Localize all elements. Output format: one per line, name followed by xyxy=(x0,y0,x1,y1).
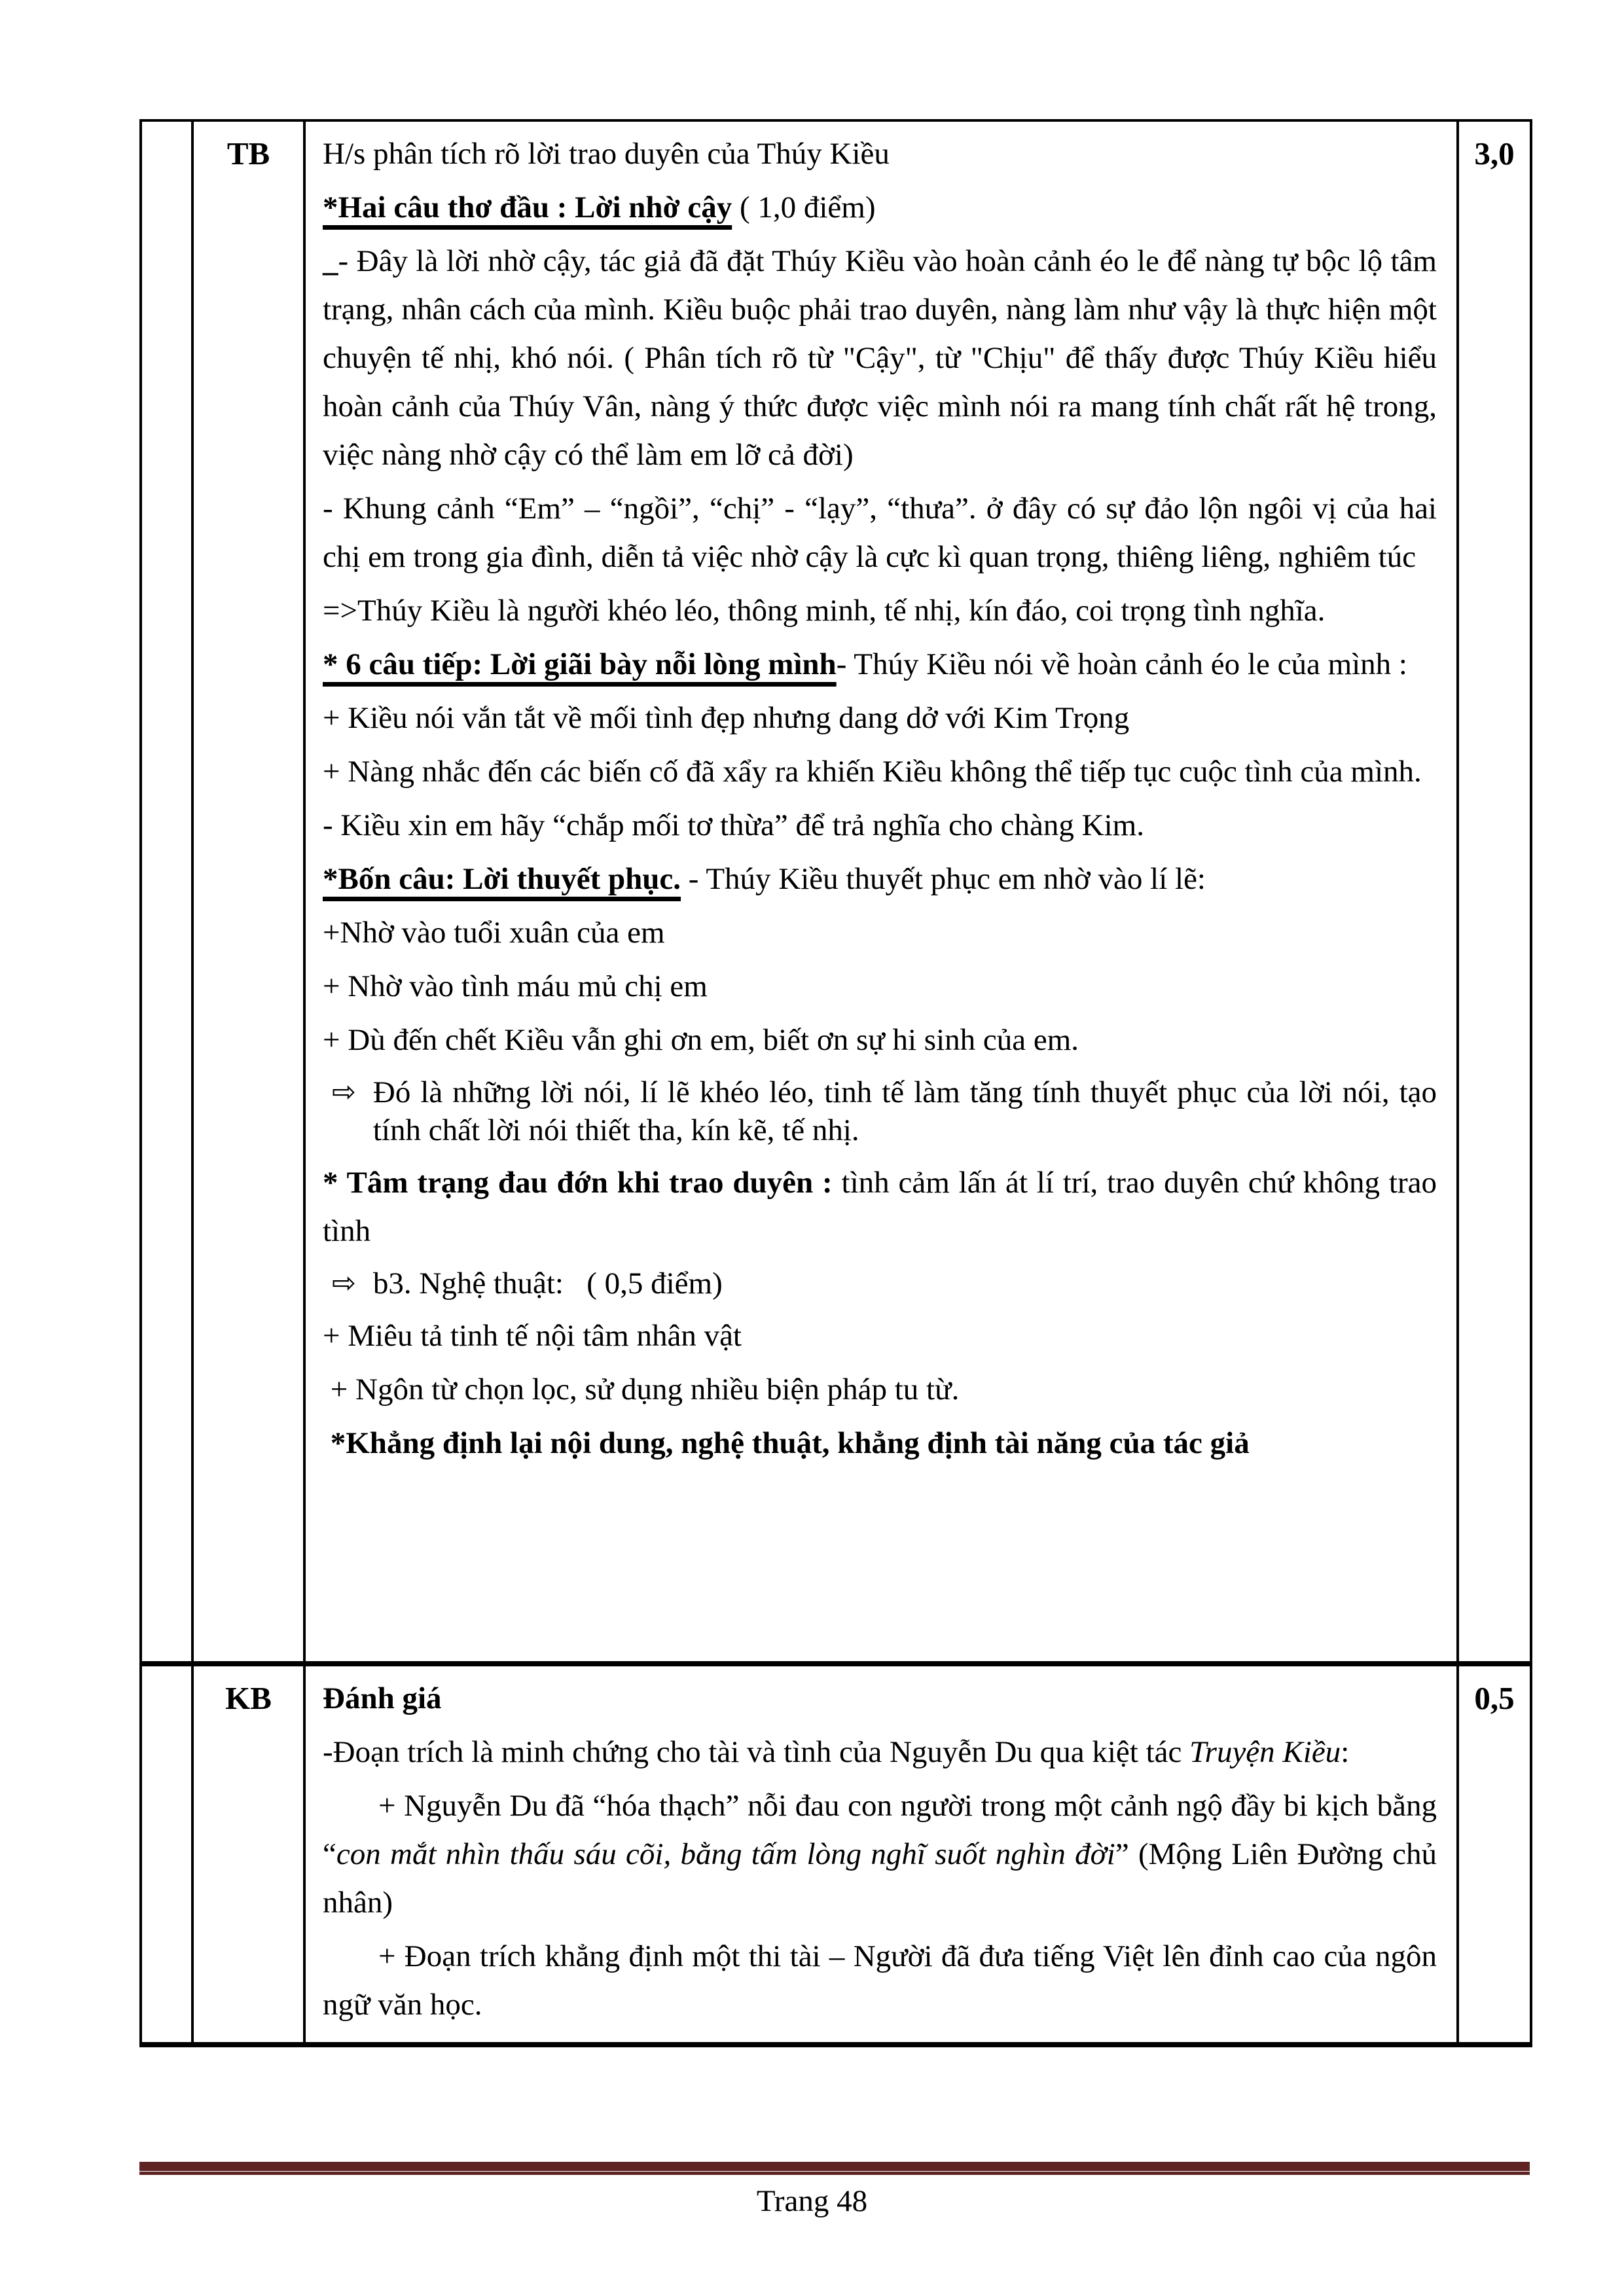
paragraph xyxy=(323,237,1437,479)
paragraph xyxy=(323,1016,1437,1064)
text-segment: + Ngôn từ chọn lọc, sử dụng nhiều biện pháp tu từ. xyxy=(323,1372,960,1407)
text-segment: *Khẳng định lại nội dung, nghệ thuật, khẳng định tài năng của tác giả xyxy=(323,1426,1250,1460)
footer-rule-thin xyxy=(139,2172,1530,2175)
paragraph xyxy=(323,747,1437,796)
text-segment: + Nhờ vào tình máu mủ chị em xyxy=(323,969,708,1003)
text-segment: + Kiều nói vắn tắt về mối tình đẹp nhưng dang dở với Kim Trọng xyxy=(323,701,1130,735)
paragraph xyxy=(323,855,1437,903)
text-segment: *Hai câu thơ đầu : Lời nhờ cậy xyxy=(323,190,732,224)
text-segment: +Nhờ vào tuổi xuân của em xyxy=(323,916,665,950)
question-number-cell xyxy=(141,120,192,1664)
text-segment: - Khung cảnh “Em” – “ngồi”, “chị” - “lạy”, “thưa”. ở đây có sự đảo lộn ngôi vị của hai chị em trong gia đình, diễn tả việc nhờ cậy là cực kì quan trọng, thiêng liêng, nghiêm túc xyxy=(323,492,1437,574)
text-segment: ” (Mộng Liên Đường chủ nhân) xyxy=(323,1837,1437,1920)
rubric-table-body xyxy=(141,120,1531,2045)
text-segment: b3. Nghệ thuật: ( 0,5 điểm) xyxy=(372,1266,723,1300)
score-value: 0,5 xyxy=(1458,1664,1531,2045)
paragraph xyxy=(323,1265,1437,1302)
answer-content-cell xyxy=(304,1664,1458,2045)
text-segment: * Tâm trạng đau đớn khi trao duyên : xyxy=(323,1166,842,1200)
text-segment: - Kiều xin em hãy “chắp mối tơ thừa” để trả nghĩa cho chàng Kim. xyxy=(323,808,1144,842)
text-segment: ( 1,0 điểm) xyxy=(732,190,876,224)
paragraph xyxy=(323,801,1437,850)
text-segment: + Miêu tả tinh tế nội tâm nhân vật xyxy=(323,1319,742,1353)
text-segment: Đánh giá xyxy=(323,1681,442,1715)
text-segment: *Bốn câu: Lời thuyết phục. xyxy=(323,862,681,896)
section-label: TB xyxy=(192,120,304,1664)
paragraph xyxy=(323,1419,1437,1467)
arrow-bullet-text xyxy=(373,1073,1437,1149)
paragraph xyxy=(323,1728,1437,1776)
text-segment: _ xyxy=(323,244,338,278)
text-segment: -Đoạn trích là minh chứng cho tài và tình của Nguyễn Du qua kiệt tác xyxy=(323,1735,1190,1769)
text-segment: + Nguyễn Du đã “hóa thạch” nỗi đau con người trong một cảnh ngộ đầy bi kịch bằng “ xyxy=(323,1789,1437,1871)
section-label: KB xyxy=(192,1664,304,2045)
paragraph xyxy=(323,1365,1437,1414)
text-segment: : xyxy=(1341,1735,1350,1769)
answer-content-cell xyxy=(304,120,1458,1664)
text-segment: =>Thúy Kiều là người khéo léo, thông minh, tế nhị, kín đáo, coi trọng tình nghĩa. xyxy=(323,594,1326,628)
paragraph xyxy=(323,130,1437,178)
paragraph xyxy=(323,1932,1437,2029)
footer-rule-thick xyxy=(139,2162,1530,2171)
paragraph xyxy=(323,586,1437,635)
table-row-tb xyxy=(141,120,1531,1664)
paragraph xyxy=(323,1073,1437,1149)
paragraph xyxy=(323,1158,1437,1255)
text-segment: - Thúy Kiều nói về hoàn cảnh éo le của mình : xyxy=(836,647,1407,681)
text-segment: * 6 câu tiếp: Lời giãi bày nỗi lòng mình xyxy=(323,647,837,681)
text-segment: - Đây là lời nhờ cậy, tác giả đã đặt Thúy Kiều vào hoàn cảnh éo le để nàng tự bộc lộ tâm trạng, nhân cách của mình. Kiều buộc phải trao duyên, nàng làm như vậy là thực hiện một chuyện tế nhị, khó nói. ( Phân tích rõ từ "Cậy", từ "Chịu" để thấy được Thúy Kiều hiểu hoàn cảnh của Thúy Vân, nàng ý thức được việc mình nói ra mang tính chất rất hệ trong, việc nàng nhờ cậy có thể làm em lỡ cả đời) xyxy=(323,244,1437,472)
arrow-bullet-icon: ⇨ xyxy=(332,1266,356,1300)
paragraph xyxy=(323,908,1437,957)
text-segment: con mắt nhìn thấu sáu cõi, bằng tấm lòng nghĩ suốt nghìn đời xyxy=(336,1837,1115,1871)
score-value: 3,0 xyxy=(1458,120,1531,1664)
text-segment: + Nàng nhắc đến các biến cố đã xẩy ra khiến Kiều không thể tiếp tục cuộc tình của mình. xyxy=(323,755,1422,789)
text-segment: Đó là những lời nói, lí lẽ khéo léo, tinh tế làm tăng tính thuyết phục của lời nói, tạo tính chất lời nói thiết tha, kín kẽ, tế nhị. xyxy=(372,1075,1437,1147)
text-segment: Truyện Kiều xyxy=(1189,1735,1341,1769)
paragraph xyxy=(323,1782,1437,1927)
text-segment: - Thúy Kiều thuyết phục em nhờ vào lí lẽ: xyxy=(681,862,1206,896)
text-segment: tình cảm lấn át lí trí, trao duyên chứ không trao tình xyxy=(323,1166,1437,1248)
question-number-cell xyxy=(141,1664,192,2045)
paragraph xyxy=(323,1674,1437,1723)
arrow-bullet-icon: ⇨ xyxy=(332,1075,356,1109)
text-segment: + Dù đến chết Kiều vẫn ghi ơn em, biết ơn sự hi sinh của em. xyxy=(323,1023,1079,1057)
page-number: Trang 48 xyxy=(756,2184,868,2218)
rubric-table xyxy=(139,119,1532,2047)
table-row-kb xyxy=(141,1664,1531,2045)
paragraph xyxy=(323,183,1437,232)
paragraph xyxy=(323,640,1437,689)
arrow-bullet-text xyxy=(373,1265,1437,1302)
paragraph xyxy=(323,694,1437,742)
paragraph xyxy=(323,484,1437,581)
paragraph xyxy=(323,962,1437,1011)
paragraph xyxy=(323,1312,1437,1360)
text-segment: + Đoạn trích khẳng định một thi tài – Người đã đưa tiếng Việt lên đỉnh cao của ngôn ngữ văn học. xyxy=(323,1939,1437,2022)
text-segment: H/s phân tích rõ lời trao duyên của Thúy Kiều xyxy=(323,137,890,171)
